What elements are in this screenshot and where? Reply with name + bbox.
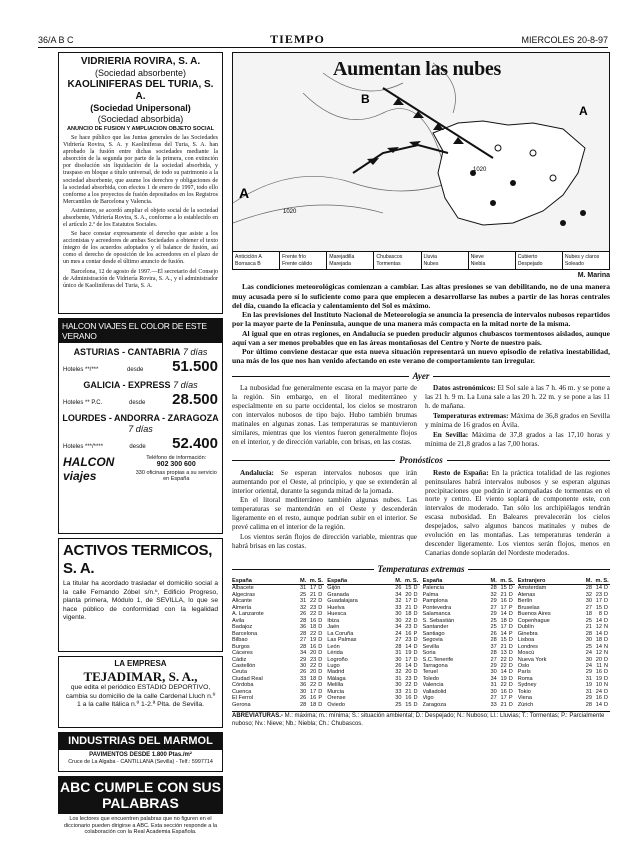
temperature-row: Burgos 28 16 D [232, 643, 323, 650]
temperature-row: Lérida 31 19 D [327, 650, 418, 657]
temperature-column [327, 578, 419, 709]
forecast-paragraph: Los vientos serán flojos de dirección variable, mientras que habrá brisas en las costas. [232, 533, 417, 551]
halcon-ad [58, 318, 223, 534]
map-title: Aumentan las nubes [333, 58, 501, 80]
weather-map-graphic [233, 53, 609, 251]
temperature-row: La Coruña 24 16 P [327, 630, 418, 637]
ad-body: que edita el periódico ESTADIO DEPORTIVO, cambia su domicilio de la calle Cardenal Lluch n.º 1 a la calle Itálica n.º 1-2.ª Plta. de Sevilla. [65, 684, 216, 709]
temperature-row: Gerona 28 18 D [232, 701, 323, 708]
section-divider: Ayer [232, 371, 610, 382]
lead-paragraph: Las condiciones meteorológicas comienzan a cambiar. Las altas presiones se van debilitando, no de una manera muy acusada pero sí lo suficiente como para que empiecen a desarrollarse las nubes a partir de las horas centrales del día, cuando la eficacia y calentamiento del Sol es máximo. [232, 282, 610, 310]
legend-group: Nubes y claros Soleado [564, 254, 600, 267]
temperature-row: Salamanca 29 14 D [422, 611, 513, 618]
temperature-row: Zaragoza 33 21 D [422, 701, 513, 708]
temperature-row: Ávila 28 16 D [232, 617, 323, 624]
temperature-row: Soria 28 13 D [422, 650, 513, 657]
sun-icon [560, 220, 566, 226]
page-header [38, 31, 608, 48]
temperature-row: Amsterdam 28 14 D [517, 585, 609, 592]
temperature-row: Huesca 30 18 D [327, 611, 418, 618]
temperature-row: Algeciras 25 21 D [232, 591, 323, 598]
ad-title: VIDRIERIA ROVIRA, S. A. [80, 56, 201, 67]
ayer-text: La nubosidad fue generalmente escasa en la mayor parte de la región. Sin embargo, en el litoral mediterráneo y especialmente en su parte occidental, los cielos se mostraron con intervalos nubosos de tipo bajo. Hubo también brumas matinales en algunas zonas. Las temperaturas se mantuvieron similares, mientras que los vientos fueron generalmente flojos en el interior, y de dirección variable, con brisas, en las costas. [232, 384, 417, 446]
low-pressure-label: B [361, 92, 370, 106]
abc-ad [58, 776, 223, 844]
temperature-row: León 28 14 D [327, 643, 418, 650]
temperature-row: Ceuta 26 20 D [232, 669, 323, 676]
legend-group: Frente frío Frente cálido [280, 252, 327, 269]
ayer-section [232, 384, 610, 449]
temperature-row: Jaén 34 23 D [327, 624, 418, 631]
temperature-row: S.C.Tenerife 27 22 D [422, 656, 513, 663]
temperature-column [232, 578, 324, 709]
temperature-row: Palencia 28 15 D [422, 585, 513, 592]
map-author: M. Marina [577, 272, 610, 279]
temperature-row: Toledo 34 19 D [422, 675, 513, 682]
sun-icon [490, 200, 496, 206]
temperature-row: A. Lanzarote 26 22 D [232, 611, 323, 618]
temperature-row: Atenas 32 23 D [517, 591, 609, 598]
temperature-row: Santander 25 17 D [422, 624, 513, 631]
offer-price: 28.500 [172, 390, 218, 408]
temperature-row: Sydney 19 10 N [517, 682, 609, 689]
temperature-row: Albacete 31 17 D [232, 585, 323, 592]
forecast-spain: Resto de España: En la práctica totalidad de las regiones peninsulares habrá intervalos nubosos y se esperan algunas precipitaciones que podrán ir acompañadas de tormentas en el norte y centro. El viento soplará de componente este, con intervalos de moderado. Tan sólo los archipiélagos tendrán escasa nubosidad. En Baleares prevalecerán los cielos despejados, salvo algunos bancos matinales y nubes de evolución en las montañas. Las temperaturas tenderán a descender ligeramente. Los vientos serán flojos, menos en Canarias donde soplarán del Nordeste moderados. [425, 468, 610, 557]
ad-line: Cruce de La Algaba - CANTILLANA (Sevilla) - Telf.: 5997714 [68, 759, 213, 766]
halcon-footer [59, 453, 222, 486]
temperature-row: Castellón 30 22 D [232, 663, 323, 669]
section-title: TIEMPO [270, 31, 325, 46]
ad-pretitle: LA EMPRESA [114, 659, 167, 668]
temperature-row: Sevilla 37 21 D [422, 643, 513, 650]
temperature-header: España M. m. S. [232, 577, 323, 584]
ad-paragraph: Asimismo, se acordó ampliar el objeto social de la sociedad absorbente, Vidriería Rovira, S. A., conforme a lo establecido en el artículo 2.º de los Estatutos Sociales. [63, 207, 218, 229]
weather-map [232, 52, 610, 252]
anticyclone-label: A [579, 104, 588, 118]
page-number: 36/A B C [38, 35, 74, 46]
ad-body: Los lectores que encuentren palabras que no figuren en el diccionario pueden dirigirse a ABC. Esta sección responde a la colaboración con la Real Academia Española. [63, 816, 218, 836]
temperature-row: Badajoz 36 18 D [232, 624, 323, 631]
ad-title: INDUSTRIAS DEL MARMOL [59, 733, 222, 750]
forecast-paragraph: En el litoral mediterráneo también algunas nubes. Las temperaturas se mantendrán en el Oeste y descenderán ligeramente en el resto, aunque podrían subir en el interior. Se prevé calima en el interior de la región. [232, 496, 417, 532]
ad-subtitle: (Sociedad absorbente) [94, 68, 187, 78]
lead-paragraph: Al igual que en otras regiones, en Andalucía se pueden producir algunos chubascos tormentosos aislados, aunque aquí van a ser menos probables que en las áreas montañosas del Centro y Norte de nuestro país. [232, 328, 610, 347]
temperature-row: Barcelona 28 22 D [232, 630, 323, 637]
sevilla-data: En Sevilla: Máxima de 37,8 grados a las 17,10 horas y mínima de 21,8 grados a las 7,00 horas. [425, 431, 610, 448]
temperature-row: París 29 16 D [517, 669, 609, 676]
offer-price: 52.400 [172, 434, 218, 452]
ad-subtitle: (Sociedad Unipersonal) [90, 102, 191, 113]
temperature-row: Ginebra 28 14 D [517, 630, 609, 637]
temperature-row: Almería 32 23 D [232, 604, 323, 611]
forecast-andalucia: Andalucía: Se esperan intervalos nubosos que irán aumentando por el Oeste, al principio, y que se extenderán al interior oriental, durante la segunda mitad de la jornada. [232, 468, 417, 495]
temperature-row: Teruel 30 14 D [422, 669, 513, 676]
temperature-row: Dublín 21 12 N [517, 624, 609, 631]
section-divider: Temperaturas extremas [232, 564, 610, 575]
isobar-value: 1020 [473, 167, 487, 173]
ad-paragraph: Se hace público que las Juntas generales de las Sociedades Vidriería Rovira, S. A. y Kaoliniferas del Turia, S. A. han aprobado la fusión entre dichas sociedades mediante la absorción de la segunda por parte de la primera, con extinción por disolución sin liquidación de la sociedad absorbida, y traspaso en bloque a título universal, de todo su patrimonio a la sociedad absorbente, que asume los derechos y obligaciones de la sociedad absorbida, con efectos 1 de enero de 1997, todo ello conforme a los proyectos de fusión depositados en los Registros Mercantiles de Barcelona y Valencia. [63, 135, 218, 205]
offer-row: Hoteles **/*** desde 51.500 [63, 358, 218, 376]
ad-banner: HALCON VIAJES EL COLOR DE ESTE VERANO [59, 319, 222, 343]
offer-destination: LOURDES - ANDORRA - ZARAGOZA 7 días [62, 412, 219, 434]
temperature-row: Cádiz 29 23 D [232, 656, 323, 663]
temperature-row: Copenhague 25 14 D [517, 617, 609, 624]
temperature-row: Viena 29 16 D [517, 695, 609, 702]
lead-paragraph: Por último conviene destacar que esta nueva situación representará un nuevo episodio de relativa inestabilidad, una más de los que nos han venido afectando en este verano de comportamiento tan irregular. [232, 347, 610, 366]
temperature-header: Extranjero M. m. S. [517, 577, 609, 584]
ad-body: La titular ha acordado trasladar el domicilio social a la calle Fernando Zóbel s/n.º, Edificio Progreso, planta primera, Módulo 1, de SEVILLA, lo que se hace público de conformidad con la legalidad vigente. [63, 580, 218, 622]
temperature-row: S. Sebastián 25 18 D [422, 617, 513, 624]
temperature-row: Guadalajara 32 17 D [327, 598, 418, 605]
temperature-header: España M. m. S. [422, 577, 514, 584]
weather-section [232, 52, 610, 728]
ad-title: TEJADIMAR, S. A., [83, 668, 198, 684]
temperature-row: Murcia 33 21 D [327, 688, 418, 695]
vidrieria-ad [58, 52, 223, 314]
temp-data: Temperaturas extremas: Máxima de 36,8 grados en Sevilla y mínima de 16 grados en Ávila. [425, 412, 610, 430]
temperature-row: Melilla 30 22 D [327, 682, 418, 689]
temperature-row: Granada 34 20 D [327, 591, 418, 598]
temperature-row: Madrid 32 20 D [327, 669, 418, 676]
abbreviations: ABREVIATURAS.- M.: máxima; m.: mínima; S.: situación ambiental; D.: Despejado; N.: Nuboso; Ll.: Lluvias; T.: Tormentas; P.: Parcialmente nuboso; Nv.: Nieve; Nb.: Niebla; Ch.: Chubascos. [232, 711, 610, 727]
temperature-row: Lugo 26 14 D [327, 663, 418, 669]
tejadimar-ad [58, 656, 223, 728]
ad-line: PAVIMENTOS DESDE 1.800 Ptas./m² [89, 752, 192, 759]
lead-text [232, 282, 610, 365]
temperature-row: Málaga 31 23 D [327, 675, 418, 682]
sun-icon [510, 180, 516, 186]
temperature-row: Pontevedra 27 17 P [422, 604, 513, 611]
temperature-row: Santiago 26 14 P [422, 630, 513, 637]
legend-group: Cubierto Despejado [516, 252, 563, 269]
ad-paragraph: Barcelona, 12 de agosto de 1997.—El secretario del Consejo de Administración de Vidriería Rovira, S. A., y el administrador único de Kaoliniferas del Turia, S. A. [63, 268, 218, 289]
legend-group: Marejadilla Marejada [327, 252, 374, 269]
ad-title: ACTIVOS TERMICOS, S. A. [63, 542, 213, 577]
ad-subtitle: (Sociedad absorbida) [97, 113, 184, 124]
temperature-row: Oslo 24 11 N [517, 663, 609, 669]
temperature-row: Tarragona 29 22 D [422, 663, 513, 669]
legend-group: Chubascos Tormentas [374, 252, 421, 269]
ad-title: KAOLINIFERAS DEL TURIA, S. A. [67, 78, 214, 102]
temperature-row: Bruselas 27 15 D [517, 604, 609, 611]
ad-heading: ANUNCIO DE FUSION Y AMPLIACION OBJETO SOCIAL [66, 126, 215, 133]
temperature-row: Orense 30 16 D [327, 695, 418, 702]
temperature-row: Valencia 31 22 D [422, 682, 513, 689]
temperature-row: Gijón 26 15 D [327, 585, 418, 592]
temperature-row: Las Palmas 27 23 D [327, 637, 418, 644]
halcon-info: Teléfono de información: 902 300 600 330 oficinas propias a su servicio en España [135, 454, 217, 483]
temperature-row: Moscú 24 12 N [517, 650, 609, 657]
map-legend [232, 252, 610, 270]
halcon-phone: 902 300 600 [156, 461, 196, 469]
temperature-row: Bilbao 27 19 D [232, 637, 323, 644]
legend-group: Anticiclón A Borrasca B [233, 252, 280, 269]
offer-row: Hoteles ***/**** desde 52.400 [63, 434, 218, 452]
section-divider: Pronósticos [232, 455, 610, 466]
offer-destination: GALICIA - EXPRESS 7 días [83, 380, 198, 391]
legend-group: Lluvia Nubes [422, 252, 469, 269]
temperature-row: Vigo 27 17 P [422, 695, 513, 702]
temperature-row: Londres 25 14 N [517, 643, 609, 650]
temperature-row: Ciudad Real 33 18 D [232, 675, 323, 682]
temperature-row: El Ferrol 26 16 P [232, 695, 323, 702]
offer-price: 51.500 [172, 358, 218, 376]
temperature-row: Córdoba 36 22 D [232, 682, 323, 689]
temperature-row: Alicante 31 22 D [232, 598, 323, 605]
temperature-row: Berlín 30 17 D [517, 598, 609, 605]
offer-row: Hoteles ** P.C. desde 28.500 [63, 390, 218, 408]
temperature-row: Huelva 33 21 D [327, 604, 418, 611]
activos-ad [58, 538, 223, 652]
temperature-header: España M. m. S. [327, 577, 419, 584]
ad-paragraph: Se hace constar expresamente el derecho que asiste a los accionistas y acreedores de ambas Sociedades a obtener el texto íntegro de los acuerdos adoptados y el balance de fusión, así como el derecho de oposición de los acreedores en el plazo de un mes a contar desde el último anuncio de fusión. [63, 231, 218, 266]
temperature-column [423, 578, 515, 709]
offer-destination: ASTURIAS - CANTABRIA 7 días [73, 347, 208, 358]
isobar-value: 1020 [283, 209, 297, 215]
ads-column [58, 52, 223, 844]
temperature-row: Lisboa 30 18 D [517, 637, 609, 644]
temperature-row: Nueva York 30 20 D [517, 656, 609, 663]
page-date: MIERCOLES 20-8-97 [521, 35, 608, 46]
forecast-section [232, 469, 610, 559]
temperature-row: Oviedo 25 15 D [327, 701, 418, 708]
temperature-column [518, 578, 610, 709]
temperature-row: Cáceres 34 20 D [232, 650, 323, 657]
lead-paragraph: En las previsiones del Instituto Nacional de Meteorología se anuncia la presencia de intervalos nubosos repartidos por la mayor parte de la Península, aunque de una manera más compacta en la mitad norte de la misma. [232, 310, 610, 329]
temperature-row: Ibiza 30 22 D [327, 617, 418, 624]
temperature-row: Cuenca 30 17 D [232, 688, 323, 695]
temperature-row: Zúrich 28 14 D [517, 701, 609, 708]
temperature-row: Segovia 28 15 D [422, 637, 513, 644]
legend-group: Nieve Niebla [469, 252, 516, 269]
temperature-row: Palma 32 21 D [422, 591, 513, 598]
temperature-row: Valladolid 30 16 D [422, 688, 513, 695]
astro-data: Datos astronómicos: El Sol sale a las 7 h. 46 m. y se pone a las 21 h. 9 m. La Luna sale a las 20 h. 22 m. y se pone a las 11 h. de mañana. [425, 384, 610, 411]
temperature-row: Roma 31 19 D [517, 675, 609, 682]
temperature-table [232, 578, 610, 709]
ad-title: ABC CUMPLE CON SUS PALABRAS [58, 776, 223, 814]
temperature-row: Buenos Aires 18 8 D [517, 611, 609, 618]
anticyclone-label: A [239, 185, 250, 201]
temperature-row: Pamplona 29 16 D [422, 598, 513, 605]
temperature-row: Logroño 30 17 D [327, 656, 418, 663]
temperature-row: Tokio 31 24 D [517, 688, 609, 695]
sun-icon [580, 210, 586, 216]
halcon-logo: HALCON viajes [63, 454, 115, 483]
marmol-ad [58, 732, 223, 772]
